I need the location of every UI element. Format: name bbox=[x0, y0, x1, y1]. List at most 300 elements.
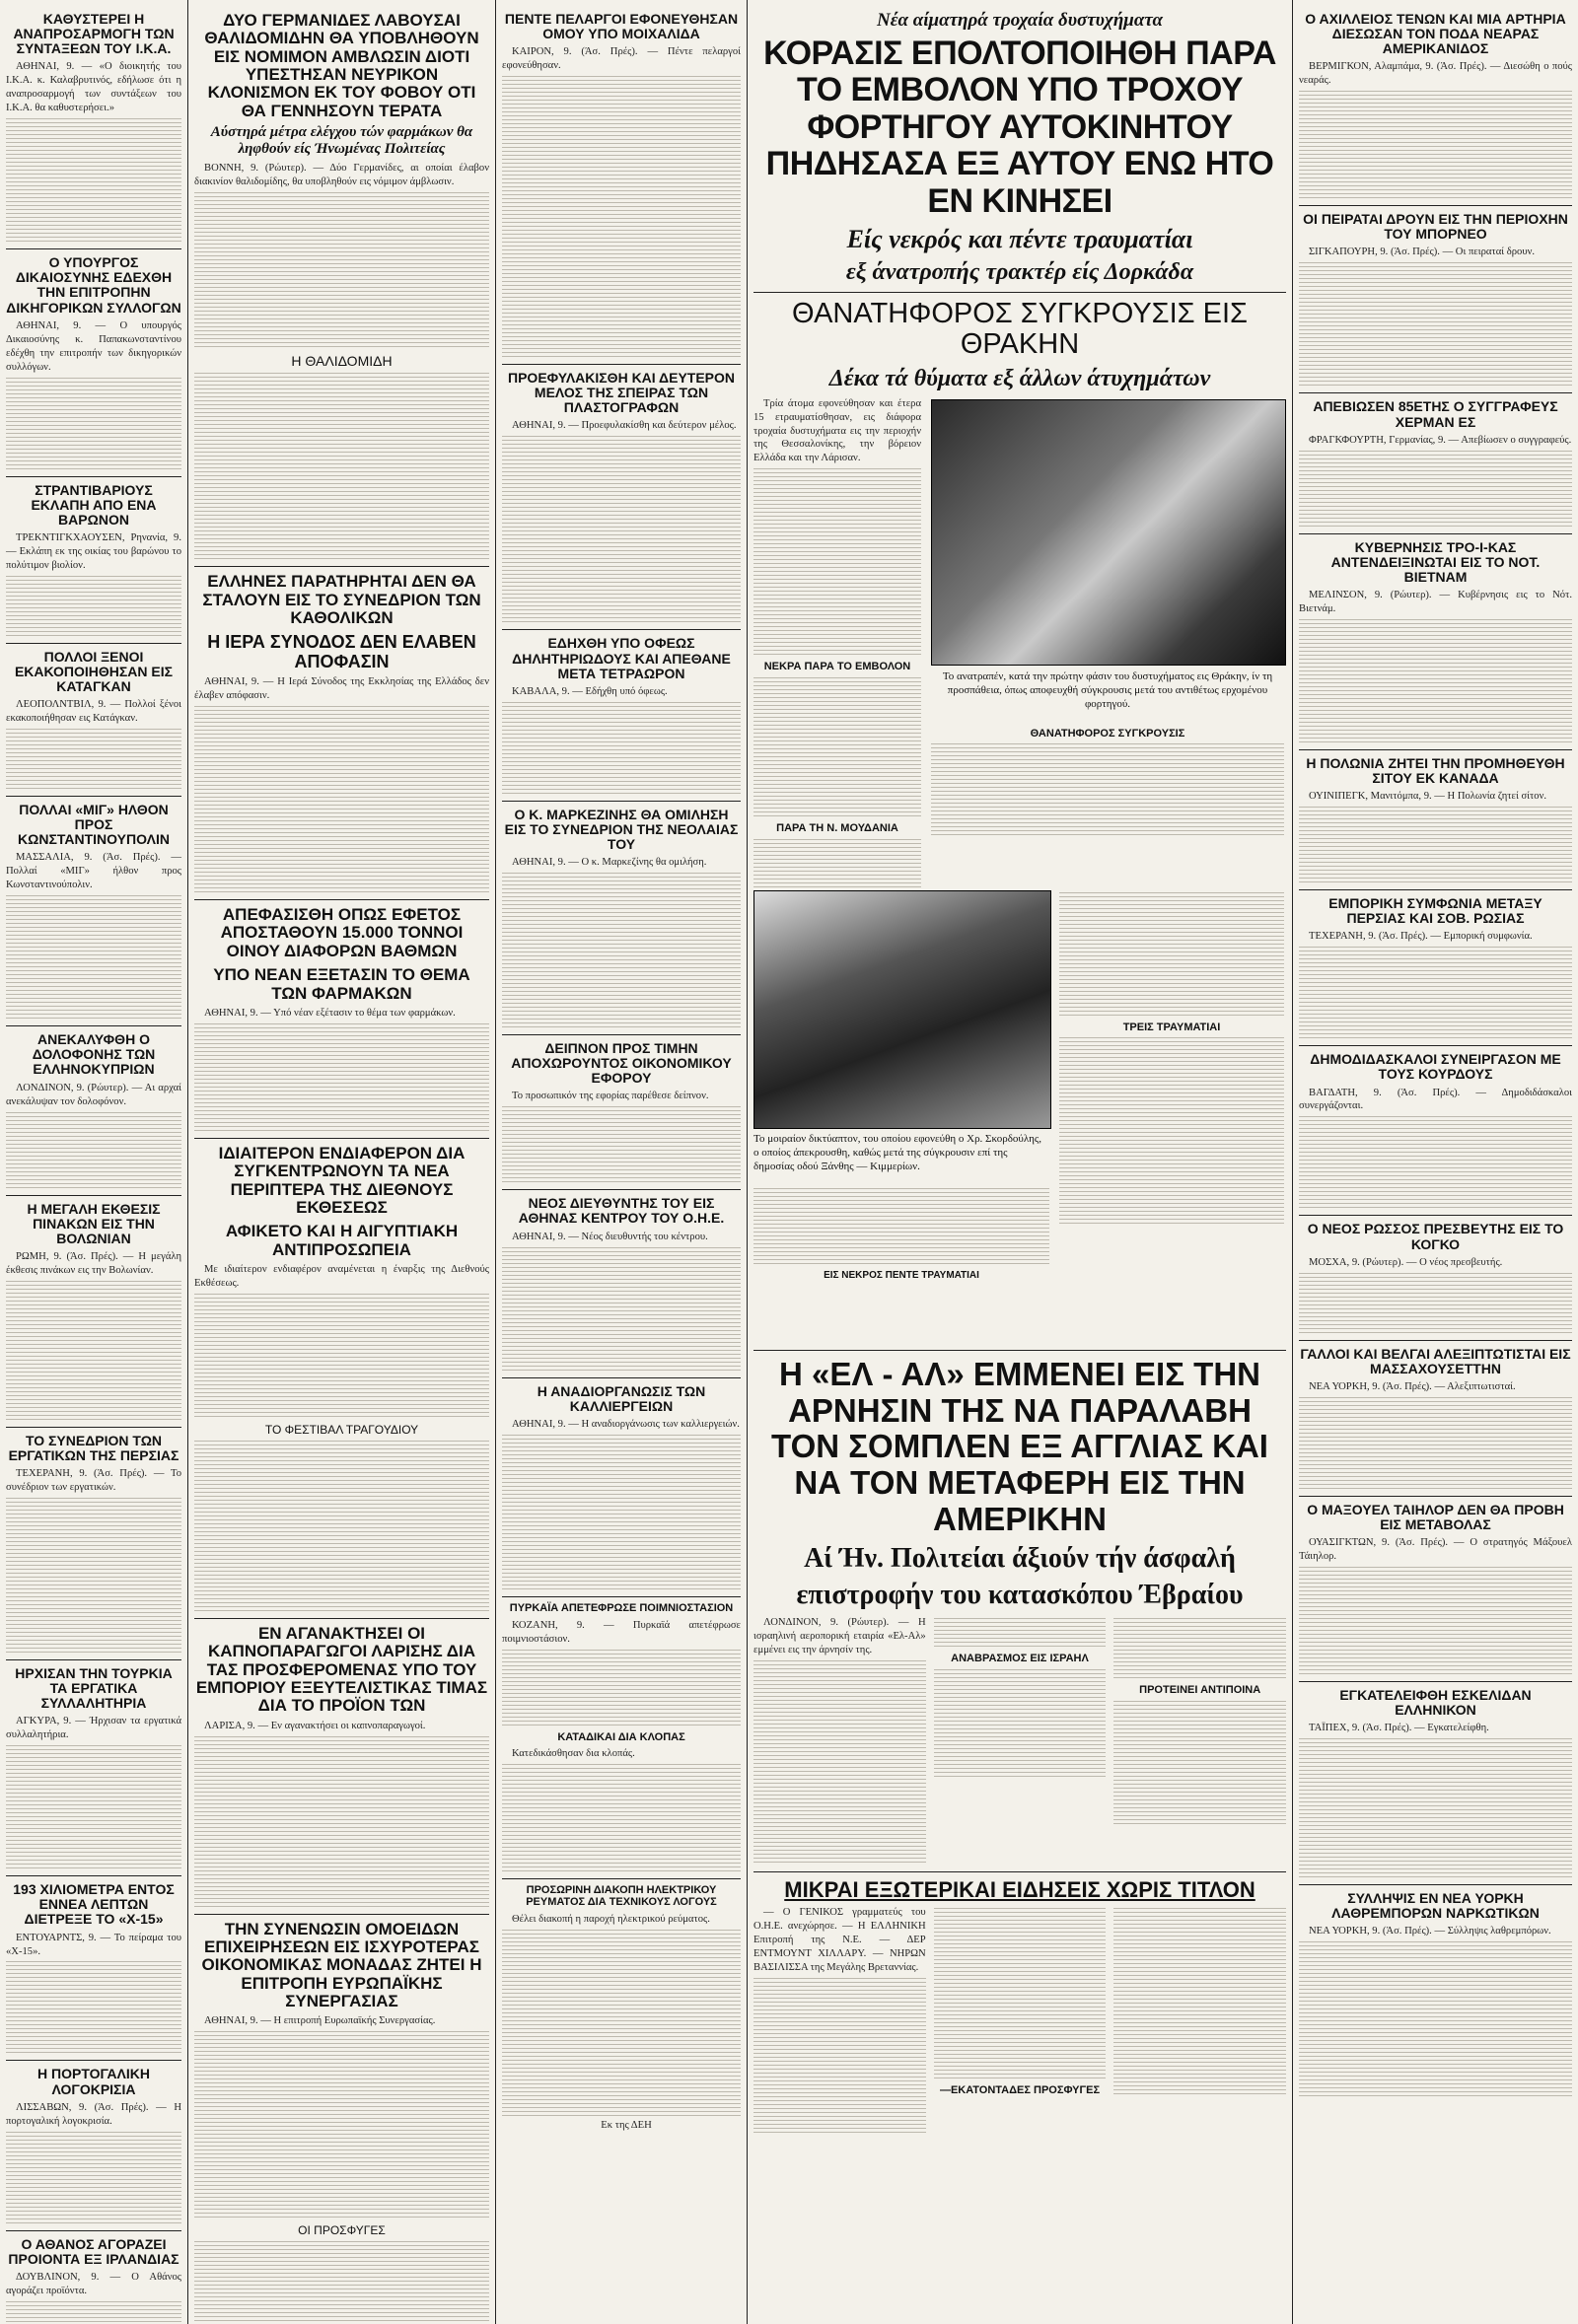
article-text-lines bbox=[6, 1856, 181, 1869]
article-text-lines bbox=[194, 436, 489, 450]
article-text: Το προσωπικόν της εφορίας παρέθεσε δείπνον. bbox=[512, 1091, 709, 1102]
article-text-lines bbox=[502, 1930, 741, 1943]
article-text-lines bbox=[1299, 698, 1572, 712]
article-text-lines bbox=[1299, 91, 1572, 105]
article-text-lines bbox=[194, 1551, 489, 1565]
article-text-lines bbox=[502, 1827, 741, 1841]
article-text-lines bbox=[6, 990, 181, 1004]
article-text-lines bbox=[1299, 170, 1572, 183]
divider bbox=[1299, 1884, 1572, 1885]
article-text-lines bbox=[753, 772, 921, 786]
headline: Ο ΥΠΟΥΡΓΟΣ ΔΙΚΑΙΟΣΥΝΗΣ ΕΔΕΧΘΗ ΤΗΝ ΕΠΙΤΡΟΠΗΝ ΔΙΚΗΓΟΡΙΚΩΝ ΣΥΛΛΟΓΩΝ bbox=[6, 254, 181, 316]
article-text-lines bbox=[1299, 730, 1572, 743]
article-text-lines bbox=[502, 1310, 741, 1324]
article-text-lines bbox=[934, 1701, 1107, 1715]
article-text-lines bbox=[502, 1529, 741, 1543]
article-text-lines bbox=[753, 1676, 926, 1690]
article-text-lines bbox=[1299, 262, 1572, 276]
article-text-lines bbox=[1299, 138, 1572, 152]
section-label: Η ΘΑΛΙΔΟΜΙΔΗ bbox=[291, 353, 393, 370]
article-text-lines bbox=[1299, 106, 1572, 120]
divider bbox=[1299, 1496, 1572, 1497]
article-text-lines bbox=[1299, 154, 1572, 168]
article-text-lines bbox=[1299, 1429, 1572, 1443]
article-text-lines bbox=[502, 1780, 741, 1794]
article-text-lines bbox=[6, 2195, 181, 2209]
article-text-lines bbox=[502, 1326, 741, 1340]
article-text-lines bbox=[1059, 1053, 1284, 1067]
article-text-lines bbox=[194, 224, 489, 238]
article-text-lines bbox=[194, 192, 489, 206]
article-text-lines bbox=[934, 2066, 1107, 2079]
headline: ΣΥΛΛΗΨΙΣ ΕΝ ΝΕΑ ΥΟΡΚΗ ΛΑΘΡΕΜΠΟΡΩΝ ΝΑΡΚΩΤΙΚΩΝ bbox=[1331, 1890, 1540, 1922]
article-text-lines bbox=[6, 166, 181, 179]
article-text-lines bbox=[6, 2163, 181, 2177]
article-text-lines bbox=[6, 1808, 181, 1822]
article-text-lines bbox=[1299, 1973, 1572, 1987]
article-text: ΜΑΣΣΑΛΙΑ, 9. (Άσ. Πρές). — Πολλαί «ΜΙΓ» ήλθον προς Κωνσταντινούπολιν. bbox=[6, 852, 181, 891]
divider bbox=[1299, 1340, 1572, 1341]
article-text-lines bbox=[194, 1102, 489, 1116]
article-text-lines bbox=[6, 118, 181, 132]
article-text-lines bbox=[194, 1799, 489, 1813]
article-text-lines bbox=[931, 743, 1284, 757]
section-label: ΠΡΟΤΕΙΝΕΙ ΑΝΤΙΠΟΙΝΑ bbox=[1139, 1684, 1261, 1697]
article-text-lines bbox=[194, 785, 489, 799]
article-text-lines bbox=[6, 1761, 181, 1775]
article-text-lines bbox=[194, 2078, 489, 2092]
article-text: ΚΑΒΑΛΑ, 9. — Εδήχθη υπό όφεως. bbox=[512, 685, 668, 697]
article-text-lines bbox=[194, 420, 489, 434]
article-text-lines bbox=[194, 2320, 489, 2324]
article-text-lines bbox=[502, 1561, 741, 1575]
article-text-lines bbox=[194, 848, 489, 862]
section-label: ΤΟ ΦΕΣΤΙΒΑΛ ΤΡΑΓΟΥΔΙΟΥ bbox=[264, 1422, 419, 1437]
article-text-lines bbox=[194, 1752, 489, 1766]
article-text-lines bbox=[1299, 2052, 1572, 2066]
article-text-lines bbox=[6, 1608, 181, 1622]
article-text: ΕΝΤΟΥΑΡΝΤΣ, 9. — Το πείραμα του «Χ-15». bbox=[6, 1932, 181, 1957]
article-text-lines bbox=[1299, 667, 1572, 680]
article-text-lines bbox=[194, 738, 489, 751]
article-text-lines bbox=[502, 1358, 741, 1372]
article-text-lines bbox=[1059, 1132, 1284, 1146]
divider bbox=[753, 1871, 1286, 1872]
article-text-lines bbox=[194, 388, 489, 402]
article-text-lines bbox=[1113, 1748, 1286, 1762]
article-text-lines bbox=[1113, 1955, 1286, 1969]
article-text: ΚΑΙΡΟΝ, 9. (Άσ. Πρές). — Πέντε πελαργοί εφονεύθησαν. bbox=[502, 46, 741, 72]
article-text-lines bbox=[753, 804, 921, 817]
article-text: ΝΕΑ ΥΟΡΚΗ, 9. (Άσ. Πρές). — Σύλληψις λαθρεμπόρων. bbox=[1309, 1926, 1551, 1937]
column-3 bbox=[496, 0, 747, 2324]
article-text: ΜΟΣΧΑ, 9. (Ρώυτερ). — Ο νέος πρεσβευτής. bbox=[1309, 1256, 1503, 1268]
article-text-lines bbox=[502, 2072, 741, 2085]
article-text: Με ιδιαίτερον ενδιαφέρον αναμένεται η έναρξις της Διεθνούς Εκθέσεως. bbox=[194, 1264, 489, 1289]
article-text-lines bbox=[6, 181, 181, 195]
article-text-lines bbox=[1113, 1650, 1286, 1663]
column-right bbox=[1293, 0, 1578, 2324]
article-text-lines bbox=[753, 1708, 926, 1722]
article-text-lines bbox=[502, 107, 741, 121]
article-text: ΝΕΑ ΥΟΡΚΗ, 9. (Άσ. Πρές). — Αλεξιπτωτισταί. bbox=[1309, 1380, 1516, 1392]
headline: ΠΟΛΛΑΙ «ΜΙΓ» ΗΛΘΟΝ ΠΡΟΣ ΚΩΝΣΤΑΝΤΙΝΟΥΠΟΛΙΝ bbox=[18, 802, 170, 848]
article-text-lines bbox=[931, 807, 1284, 820]
article-text-lines bbox=[1299, 822, 1572, 836]
article-text-lines bbox=[1299, 1661, 1572, 1675]
article-text-lines bbox=[502, 2040, 741, 2054]
article-text-lines bbox=[1113, 2081, 1286, 2095]
article-text-lines bbox=[194, 303, 489, 317]
article-text-lines bbox=[1113, 1717, 1286, 1730]
article-text-lines bbox=[194, 1598, 489, 1612]
article-text-lines bbox=[1299, 1273, 1572, 1287]
article-text-lines bbox=[502, 249, 741, 263]
article-text-lines bbox=[194, 271, 489, 285]
article-text-lines bbox=[194, 1736, 489, 1750]
article-text-lines bbox=[1113, 2066, 1286, 2079]
subheadline: Δέκα τά θύματα εξ άλλων άτυχημάτων bbox=[828, 365, 1211, 391]
article-text-lines bbox=[502, 749, 741, 763]
article-text-lines bbox=[1113, 1618, 1286, 1632]
article-text-lines bbox=[502, 1993, 741, 2007]
article-text-lines bbox=[1059, 955, 1284, 969]
article-text-lines bbox=[753, 2073, 926, 2086]
article-text-lines bbox=[194, 1488, 489, 1502]
article-text: ΒΕΡΜΙΓΚΟΝ, Αλαμπάμα, 9. (Άσ. Πρές). — Διεσώθη ο πούς νεαράς. bbox=[1299, 61, 1572, 87]
article-text-lines bbox=[502, 1764, 741, 1778]
article-text-lines bbox=[6, 1144, 181, 1158]
headline: Η ΠΟΛΩΝΙΑ ΖΗΤΕΙ ΤΗΝ ΠΡΟΜΗΘΕΥΘΗ ΣΙΤΟΥ ΕΚ ΚΑΝΑΔΑ bbox=[1306, 754, 1565, 787]
article-text-lines bbox=[931, 775, 1284, 789]
article-text-lines bbox=[1299, 807, 1572, 820]
article-text-lines bbox=[753, 1692, 926, 1706]
article-text-lines bbox=[1299, 1833, 1572, 1847]
divider bbox=[753, 1350, 1286, 1351]
article-text-lines bbox=[502, 202, 741, 216]
divider bbox=[502, 1189, 741, 1190]
article-text-lines bbox=[502, 1545, 741, 1559]
headline: ΥΠΟ ΝΕΑΝ ΕΞΕΤΑΣΙΝ ΤΟ ΘΕΜΑ ΤΩΝ ΦΑΡΜΑΚΩΝ bbox=[213, 965, 470, 1003]
article-text-lines bbox=[934, 1955, 1107, 1969]
headline: Ο ΑΘΑΝΟΣ ΑΓΟΡΑΖΕΙ ΠΡΟΙΟΝΤΑ ΕΞ ΙΡΛΑΝΔΙΑΣ bbox=[8, 2235, 179, 2267]
article-text-lines bbox=[6, 1375, 181, 1389]
article-text-lines bbox=[1299, 1989, 1572, 2003]
divider bbox=[1299, 889, 1572, 890]
article-text-lines bbox=[1299, 294, 1572, 308]
headline: Ο ΝΕΟΣ ΡΩΣΣΟΣ ΠΡΕΣΒΕΥΤΗΣ ΕΙΣ ΤΟ ΚΟΓΚΟ bbox=[1307, 1221, 1564, 1252]
article-text-lines bbox=[1299, 1630, 1572, 1644]
article-text-lines bbox=[502, 297, 741, 311]
article-text-lines bbox=[194, 1055, 489, 1069]
article-text-lines bbox=[753, 1978, 926, 1992]
article-text-lines bbox=[1299, 947, 1572, 960]
article-text: ΑΘΗΝΑΙ, 9. — Ο κ. Μαρκεζίνης θα ομιλήση. bbox=[512, 857, 707, 869]
article-text-lines bbox=[1059, 1003, 1284, 1017]
headline: ΕΛΛΗΝΕΣ ΠΑΡΑΤΗΡΗΤΑΙ ΔΕΝ ΘΑ ΣΤΑΛΟΥΝ ΕΙΣ ΤΟ ΣΥΝΕΔΡΙΟΝ ΤΩΝ ΚΑΘΟΛΙΚΩΝ bbox=[202, 572, 481, 627]
article-text: ΤΑΪΠΕΧ, 9. (Άσ. Πρές). — Εγκατελείφθη. bbox=[1309, 1723, 1489, 1734]
article-text-lines bbox=[502, 1697, 741, 1711]
article-text-lines bbox=[753, 871, 921, 884]
article-text-lines bbox=[502, 155, 741, 169]
article-text-lines bbox=[502, 2087, 741, 2101]
article-text-lines bbox=[753, 1850, 926, 1864]
article-text-lines bbox=[6, 2040, 181, 2054]
article-text-lines bbox=[194, 1023, 489, 1037]
article-text-lines bbox=[934, 1908, 1107, 1922]
article-text-lines bbox=[6, 1777, 181, 1791]
headline: 193 ΧΙΛΙΟΜΕΤΡΑ ΕΝΤΟΣ ΕΝΝΕΑ ΛΕΠΤΩΝ ΔΙΕΤΡΕΞΕ ΤΟ «Χ-15» bbox=[13, 1881, 175, 1928]
article-text-lines bbox=[753, 709, 921, 723]
article-text-lines bbox=[753, 1724, 926, 1737]
article-text-lines bbox=[194, 1831, 489, 1845]
article-text-lines bbox=[502, 234, 741, 247]
article-text-lines bbox=[6, 2148, 181, 2161]
article-text-lines bbox=[194, 2173, 489, 2187]
article-text-lines bbox=[502, 1169, 741, 1183]
article-text-lines bbox=[502, 1843, 741, 1857]
article-text-lines bbox=[753, 677, 921, 691]
divider bbox=[6, 2060, 181, 2061]
article-text-lines bbox=[753, 2057, 926, 2071]
article-text-lines bbox=[753, 1739, 926, 1753]
article-text-lines bbox=[1299, 1941, 1572, 1955]
divider bbox=[194, 1138, 489, 1139]
article-text-lines bbox=[502, 1154, 741, 1167]
article-text-lines bbox=[6, 1840, 181, 1854]
article-text-lines bbox=[753, 500, 921, 514]
article-text-lines bbox=[6, 1328, 181, 1342]
article-text-lines bbox=[502, 171, 741, 184]
article-text-lines bbox=[753, 2104, 926, 2118]
article-text-lines bbox=[6, 1824, 181, 1838]
article-text-lines bbox=[502, 1263, 741, 1277]
article-text-lines bbox=[1299, 635, 1572, 649]
divider bbox=[6, 248, 181, 249]
article-text-lines bbox=[934, 2018, 1107, 2032]
divider bbox=[1299, 1045, 1572, 1046]
article-text-lines bbox=[753, 788, 921, 802]
article-text-lines bbox=[1059, 1100, 1284, 1114]
subheadline: Αύστηρά μέτρα ελέγχου τών φαρμάκων θα ληφθούν είς Ήνωμένας Πολιτείας bbox=[210, 124, 473, 158]
article-text-lines bbox=[502, 578, 741, 592]
article-text-lines bbox=[502, 186, 741, 200]
headline: Ο ΑΧΙΛΛΕΙΟΣ ΤΕΝΩΝ ΚΑΙ ΜΙΑ ΑΡΤΗΡΙΑ ΔΙΕΣΩΣΑΝ ΤΟΝ ΠΟΔΑ ΝΕΑΡΑΣ ΑΜΕΡΙΚΑΝΙΔΟΣ bbox=[1305, 11, 1566, 57]
article-text-lines bbox=[194, 2157, 489, 2171]
article-text-lines bbox=[502, 76, 741, 90]
article-text-lines bbox=[934, 2050, 1107, 2064]
article-text-lines bbox=[934, 1685, 1107, 1699]
divider bbox=[1299, 1215, 1572, 1216]
article-text-lines bbox=[1113, 1987, 1286, 2001]
article-text-lines bbox=[502, 734, 741, 747]
article-text-lines bbox=[194, 1472, 489, 1486]
article-text-lines bbox=[6, 1561, 181, 1575]
article-text-lines bbox=[194, 452, 489, 465]
article-text-lines bbox=[1299, 1583, 1572, 1596]
article-text-lines bbox=[194, 2289, 489, 2302]
article-text-lines bbox=[194, 1784, 489, 1797]
article-text: Τρία άτομα εφονεύθησαν και έτερα 15 ετραυματίσθησαν, εις διάφορα τροχαία δυστυχήματα εις την περιοχήν της Θεσσαλονίκης, την βόρειον Ελλάδα και την Λάρισαν. bbox=[753, 397, 921, 464]
article-text-lines bbox=[6, 974, 181, 988]
article-text-lines bbox=[1299, 185, 1572, 199]
article-text-lines bbox=[1113, 2003, 1286, 2016]
article-text: ΦΡΑΓΚΦΟΥΡΤΗ, Γερμανίας, 9. — Απεβίωσεν ο συγγραφεύς. bbox=[1309, 434, 1572, 446]
center-block bbox=[748, 0, 1292, 2324]
headline: ΔΗΜΟΔΙΔΑΣΚΑΛΟΙ ΣΥΝΕΙΡΓΑΣΟΝ ΜΕ ΤΟΥΣ ΚΟΥΡΔΟΥΣ bbox=[1310, 1051, 1561, 1083]
divider bbox=[194, 1914, 489, 1915]
article-text-lines bbox=[6, 1545, 181, 1559]
article-text-lines bbox=[1299, 619, 1572, 633]
headline: ΑΝΕΚΑΛΥΦΘΗ Ο ΔΟΛΟΦΟΝΗΣ ΤΩΝ ΕΛΛΗΝΟΚΥΠΡΙΩΝ bbox=[32, 1031, 156, 1078]
article-text-lines bbox=[1299, 310, 1572, 323]
article-text-lines bbox=[194, 1309, 489, 1323]
article-text-lines bbox=[6, 895, 181, 909]
article-text: ΑΘΗΝΑΙ, 9. — Η αναδιοργάνωσις των καλλιεργειών. bbox=[512, 1418, 740, 1430]
article-text-lines bbox=[194, 1039, 489, 1053]
article-text-lines bbox=[1299, 1646, 1572, 1659]
headline: ΑΠΕΒΙΩΣΕΝ 85ΕΤΗΣ Ο ΣΥΓΓΡΑΦΕΥΣ ΧΕΡΜΑΝ ΕΣ bbox=[1313, 398, 1558, 430]
article-text: ΤΕΧΕΡΑΝΗ, 9. (Άσ. Πρές). — Το συνέδριον των εργατικών. bbox=[6, 1468, 181, 1493]
article-text-lines bbox=[194, 1863, 489, 1876]
article-text-lines bbox=[194, 2047, 489, 2061]
divider bbox=[6, 1195, 181, 1196]
article-text-lines bbox=[194, 753, 489, 767]
article-text-lines bbox=[194, 1071, 489, 1085]
article-text: — Ο ΓΕΝΙΚΟΣ γραμματεύς του Ο.Η.Ε. ανεχώρησε. — Η ΕΛΛΗΝΙΚΗ Επιτροπή της Ν.Ε. — ΔΕΡ ΕΝΤΜΟΥΝΤ ΧΙΛΛΑΡΥ. — ΝΗΡΩΝ ΒΑΣΙΛΙΣΣΑ της Μεγάλης Βρεταννίας. bbox=[753, 1907, 926, 1973]
headline: ΑΦΙΚΕΤΟ ΚΑΙ Η ΑΙΓΥΠΤΙΑΚΗ ΑΝΤΙΠΡΟΣΩΠΕΙΑ bbox=[225, 1222, 459, 1259]
article-text-lines bbox=[1299, 1132, 1572, 1146]
article-text-lines bbox=[1299, 994, 1572, 1008]
headline: ΝΕΟΣ ΔΙΕΥΘΥΝΤΗΣ ΤΟΥ ΕΙΣ ΑΘΗΝΑΣ ΚΕΝΤΡΟΥ ΤΟΥ Ο.Η.Ε. bbox=[518, 1195, 725, 1227]
article-text-lines bbox=[502, 1015, 741, 1028]
article-text-lines bbox=[753, 1834, 926, 1848]
article-text-lines bbox=[1059, 987, 1284, 1001]
article-text-lines bbox=[934, 1939, 1107, 1953]
photo-caption: Το ανατραπέν, κατά την πρώτην φάσιν του δυστυχήματος εις Θράκην, ίν τη προσπάθεια, όπως αποφευχθή σύγκρουσις μετά του αντιθέτως ερχομένου φορτηγού. bbox=[942, 669, 1273, 711]
article-text-lines bbox=[194, 483, 489, 497]
article-text-lines bbox=[6, 2211, 181, 2224]
article-text-lines bbox=[1299, 1320, 1572, 1334]
article-text-lines bbox=[1299, 357, 1572, 371]
article-text-lines bbox=[502, 594, 741, 607]
article-text-lines bbox=[502, 499, 741, 513]
article-text-lines bbox=[753, 484, 921, 498]
section-label: ΕΙΣ ΝΕΚΡΟΣ ΠΕΝΤΕ ΤΡΑΥΜΑΤΙΑΙ bbox=[824, 1269, 979, 1281]
headline: Η ΠΟΡΤΟΓΑΛΙΚΗ ΛΟΓΟΚΡΙΣΙΑ bbox=[37, 2066, 150, 2097]
article-text-lines bbox=[6, 229, 181, 243]
article-text-lines bbox=[1299, 1460, 1572, 1474]
headline: ΔΕΙΠΝΟΝ ΠΡΟΣ ΤΙΜΗΝ ΑΠΟΧΩΡΟΥΝΤΟΣ ΟΙΚΟΝΟΜΙΚΟΥ ΕΦΟΡΟΥ bbox=[511, 1040, 732, 1087]
article-text-lines bbox=[194, 1815, 489, 1829]
article-text-lines bbox=[1113, 1971, 1286, 1985]
article-text: ΚΟΖΑΝΗ, 9. — Πυρκαϊά απετέφρωσε ποιμνιοστάσιον. bbox=[502, 1619, 741, 1645]
article-text-lines bbox=[1113, 1764, 1286, 1778]
divider bbox=[6, 1659, 181, 1660]
article-text-lines bbox=[194, 816, 489, 830]
article-text-lines bbox=[502, 967, 741, 981]
article-text-lines bbox=[1299, 651, 1572, 665]
article-text-lines bbox=[934, 1717, 1107, 1730]
article-text-lines bbox=[753, 2025, 926, 2039]
headline: ΠΡΟΕΦΥΛΑΚΙΣΘΗ ΚΑΙ ΔΕΥΤΕΡΟΝ ΜΕΛΟΣ ΤΗΣ ΣΠΕΙΡΑΣ ΤΩΝ ΠΛΑΣΤΟΓΡΑΦΩΝ bbox=[507, 370, 736, 416]
article-text-lines bbox=[502, 546, 741, 560]
article-text-lines bbox=[502, 1514, 741, 1527]
section-label: ΑΝΑΒΡΑΣΜΟΣ ΕΙΣ ΙΣΡΑΗΛ bbox=[951, 1653, 1089, 1665]
article-text-lines bbox=[194, 1325, 489, 1339]
article-text-lines bbox=[502, 873, 741, 886]
section-label: ΘΑΝΑΤΗΦΟΡΟΣ ΣΥΓΚΡΟΥΣΙΣ bbox=[1030, 727, 1185, 739]
article-text-lines bbox=[6, 441, 181, 455]
article-text-lines bbox=[1059, 892, 1284, 906]
article-text-lines bbox=[502, 530, 741, 544]
article-text-lines bbox=[1299, 1289, 1572, 1303]
article-text-lines bbox=[194, 2094, 489, 2108]
article-text-lines bbox=[753, 563, 921, 577]
article-text-lines bbox=[194, 334, 489, 348]
article-text-lines bbox=[6, 1297, 181, 1310]
article-text-lines bbox=[934, 1748, 1107, 1762]
article-text-lines bbox=[934, 1971, 1107, 1985]
article-text-lines bbox=[194, 2205, 489, 2218]
divider bbox=[1299, 533, 1572, 534]
article-text: ΒΟΝΝΗ, 9. (Ρώυτερ). — Δύο Γερμανίδες, αι οποίαι έλαβον διακινίον θαλιδομίδης, θα υποβληθούν εις νόμιμον άμβλωσιν. bbox=[194, 163, 489, 188]
divider bbox=[6, 476, 181, 477]
article-text-lines bbox=[502, 888, 741, 902]
article-text-lines bbox=[194, 546, 489, 560]
article-text: ΑΘΗΝΑΙ, 9. — Η Ιερά Σύνοδος της Εκκλησίας της Ελλάδος δεν έλαβεν απόφασιν. bbox=[194, 676, 489, 702]
article-text-lines bbox=[6, 943, 181, 956]
article-text-lines bbox=[502, 1498, 741, 1512]
article-text-lines bbox=[6, 729, 181, 742]
article-text-lines bbox=[1299, 1116, 1572, 1130]
headline: Η ΙΕΡΑ ΣΥΝΟΔΟΣ ΔΕΝ ΕΛΑΒΕΝ ΑΠΟΦΑΣΙΝ bbox=[207, 632, 476, 671]
article-text-lines bbox=[1299, 962, 1572, 976]
article-text-lines bbox=[194, 1847, 489, 1861]
article-text-lines bbox=[6, 2024, 181, 2038]
article-text-lines bbox=[502, 1977, 741, 1991]
article-text-lines bbox=[1113, 2018, 1286, 2032]
article-text-lines bbox=[194, 2273, 489, 2287]
headline: Η ΑΝΑΔΙΟΡΓΑΝΩΣΙΣ ΤΩΝ ΚΑΛΛΙΕΡΓΕΙΩΝ bbox=[537, 1382, 706, 1414]
article-text-lines bbox=[1299, 1614, 1572, 1628]
article-text-lines bbox=[194, 2142, 489, 2155]
article-text-lines bbox=[1299, 1397, 1572, 1411]
article-text-lines bbox=[502, 1247, 741, 1261]
article-text-lines bbox=[194, 515, 489, 528]
article-text-lines bbox=[1299, 870, 1572, 883]
article-text-lines bbox=[6, 1640, 181, 1654]
article-text: ΒΑΓΔΑΤΗ, 9. (Άσ. Πρές). — Δημοδιδάσκαλοι συνεργάζονται. bbox=[1299, 1087, 1572, 1112]
headline: Ο ΜΑΞΟΥΕΛ ΤΑΙΗΛΟΡ ΔΕΝ ΘΑ ΠΡΟΒΗ ΕΙΣ ΜΕΤΑΒΟΛΑΣ bbox=[1307, 1501, 1564, 1532]
headline: ΚΑΤΑΔΙΚΑΙ ΔΙΑ ΚΛΟΠΑΣ bbox=[557, 1730, 685, 1743]
article-text-lines bbox=[1113, 1924, 1286, 1937]
article-text-lines bbox=[753, 1220, 1049, 1233]
article-text: ΑΘΗΝΑΙ, 9. — Υπό νέαν εξέτασιν το θέμα των φαρμάκων. bbox=[204, 1007, 456, 1019]
headline: ΣΤΡΑΝΤΙΒΑΡΙΟΥΣ ΕΚΛΑΠΗ ΑΠΟ ΕΝΑ ΒΑΡΩΝΟΝ bbox=[31, 481, 157, 528]
article-text-lines bbox=[6, 1977, 181, 1991]
accident-photo bbox=[931, 399, 1286, 666]
article-text-lines bbox=[1113, 1701, 1286, 1715]
article-text-lines bbox=[1299, 1163, 1572, 1177]
article-text-lines bbox=[6, 393, 181, 407]
article-text-lines bbox=[1299, 1195, 1572, 1209]
article-text-lines bbox=[934, 1669, 1107, 1683]
headline: Ο Κ. ΜΑΡΚΕΖΙΝΗΣ ΘΑ ΟΜΙΛΗΣΗ ΕΙΣ ΤΟ ΣΥΝΕΔΡΙΟΝ ΤΗΣ ΝΕΟΛΑΙΑΣ ΤΟΥ bbox=[504, 806, 739, 852]
article-text-lines bbox=[194, 1567, 489, 1581]
article-text-lines bbox=[753, 531, 921, 545]
article-text-lines bbox=[6, 197, 181, 211]
